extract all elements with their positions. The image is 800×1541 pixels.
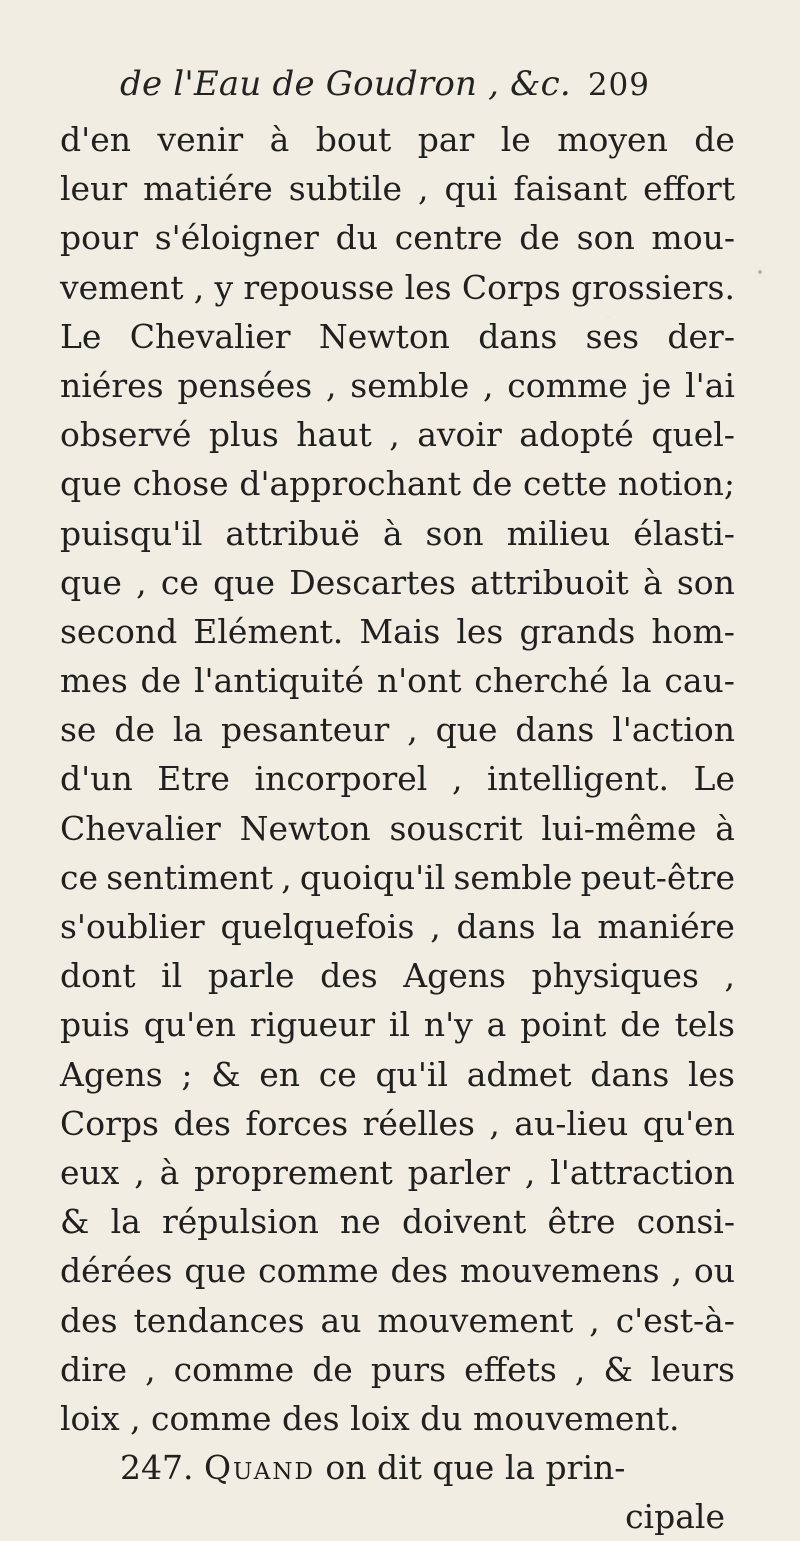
word: ce — [318, 1054, 357, 1094]
word: les — [404, 267, 452, 307]
word: niéres — [60, 365, 164, 405]
text-line — [60, 705, 735, 754]
word: milieu — [506, 513, 611, 553]
word: il — [388, 1005, 411, 1045]
word: souscrit — [389, 808, 523, 848]
word: puisqu'il — [60, 513, 203, 553]
text-line — [60, 1296, 735, 1345]
word: Corps — [60, 1103, 159, 1143]
word: attribuoit — [470, 562, 629, 602]
word: plus — [208, 415, 279, 455]
word: Chevalier — [60, 808, 221, 848]
text-line — [60, 607, 735, 656]
word: dire — [60, 1349, 127, 1389]
word: , — [389, 415, 400, 455]
word: élasti- — [633, 513, 735, 553]
running-head — [120, 64, 650, 114]
word: cherché — [474, 661, 609, 701]
word: , — [407, 710, 418, 750]
word: hom- — [651, 611, 735, 651]
word: comme — [507, 365, 628, 405]
word: incorporel — [254, 759, 428, 799]
word: effort — [643, 169, 735, 209]
word: proprement — [194, 1152, 393, 1192]
word: que — [184, 1251, 247, 1291]
word: n'y — [423, 1005, 473, 1045]
word: Corps — [461, 267, 561, 307]
text-line — [60, 558, 735, 607]
text-line — [60, 410, 735, 459]
word: son — [425, 513, 484, 553]
word: à — [642, 562, 663, 602]
word: physiques — [531, 956, 699, 996]
body-text — [60, 115, 735, 1541]
word: réelles — [362, 1103, 475, 1143]
text-line — [60, 312, 735, 361]
text-line — [60, 263, 735, 312]
word: au — [320, 1300, 362, 1340]
text-line — [60, 1197, 735, 1246]
word: n'ont — [376, 661, 462, 701]
text-line — [60, 1246, 735, 1295]
word: subtile — [288, 169, 402, 209]
word: à — [159, 1152, 180, 1192]
word: , — [671, 1251, 682, 1291]
word: la — [621, 661, 652, 701]
word: mou- — [651, 218, 735, 258]
word: que — [435, 710, 498, 750]
word: chose — [132, 464, 229, 504]
word: , — [145, 1349, 156, 1389]
word: , — [193, 267, 205, 307]
word: observé — [60, 415, 192, 455]
word: parle — [207, 956, 295, 996]
text-line — [60, 459, 735, 508]
word: leur — [60, 169, 128, 209]
paragraph-start-line — [60, 1443, 735, 1492]
word: venir — [157, 120, 244, 159]
text-line — [60, 213, 735, 262]
word: être — [547, 1202, 616, 1242]
line-text: loix , comme des loix du mouvement. — [60, 1398, 680, 1438]
page-number: 209 — [587, 67, 650, 103]
text-line — [60, 1345, 735, 1394]
word: à — [269, 120, 290, 159]
word: pensées — [177, 365, 313, 405]
word: admet — [466, 1054, 572, 1094]
word: Agens — [60, 1054, 163, 1094]
word: comme — [258, 1251, 379, 1291]
text-line — [60, 164, 735, 213]
word: que — [60, 562, 122, 602]
text-line — [60, 754, 735, 803]
word: la — [172, 710, 204, 750]
word: second — [60, 611, 178, 651]
word: ne — [340, 1202, 381, 1242]
word: pesanteur — [220, 710, 390, 750]
word: intelligent. — [487, 759, 669, 799]
word: point — [520, 1005, 607, 1045]
word: il — [161, 956, 183, 996]
word: cau- — [664, 661, 735, 701]
word: qu'en — [143, 1005, 236, 1045]
word: d'en — [60, 120, 131, 159]
text-line — [60, 656, 735, 705]
word: je — [641, 365, 672, 405]
word: de — [620, 1005, 661, 1045]
word: , — [589, 1300, 600, 1340]
word: puis — [60, 1005, 130, 1045]
word: Chevalier — [129, 316, 291, 356]
word: des — [390, 1251, 449, 1291]
word: l'action — [612, 710, 735, 750]
word: de — [114, 710, 155, 750]
word: quoiqu'il — [299, 857, 446, 897]
word: lui-même — [541, 808, 697, 848]
word: dérées — [60, 1251, 173, 1291]
word: Mais — [359, 611, 441, 651]
catchword: cipale — [625, 1497, 725, 1537]
word: Etre — [157, 759, 230, 799]
word: , — [574, 1349, 586, 1389]
word: se — [60, 710, 97, 750]
word: attribuë — [225, 513, 360, 553]
word: dans — [515, 710, 595, 750]
word: Elément. — [193, 611, 344, 651]
word: leurs — [650, 1349, 735, 1389]
word: des — [60, 1300, 118, 1340]
word: forces — [245, 1103, 349, 1143]
word: la — [551, 907, 582, 946]
word: haut — [296, 415, 372, 455]
word: Descartes — [289, 562, 456, 602]
word: Agens — [403, 956, 506, 996]
word: dans — [456, 907, 536, 946]
word: à — [715, 808, 735, 848]
word: ce — [60, 857, 99, 897]
word: Newton — [318, 316, 450, 356]
word: des — [173, 1103, 231, 1143]
word: tendances — [133, 1300, 305, 1340]
word: , — [134, 1152, 145, 1192]
text-line — [60, 115, 735, 164]
word: s'éloigner — [154, 218, 319, 258]
word: quel- — [651, 415, 735, 455]
word: Newton — [239, 808, 371, 848]
word: sentiment — [106, 857, 274, 897]
word: , — [418, 169, 429, 209]
word: mes — [60, 661, 128, 701]
text-line — [60, 1099, 735, 1148]
word: de — [312, 1349, 353, 1389]
word: son — [676, 562, 735, 602]
word: bout — [315, 120, 392, 159]
word: ; — [181, 1054, 193, 1094]
word: l'ai — [685, 365, 735, 405]
text-line — [60, 509, 735, 558]
word: au-lieu — [514, 1103, 629, 1143]
word: la — [110, 1202, 141, 1242]
word: grands — [519, 611, 636, 651]
word: notion; — [617, 464, 735, 504]
text-line — [60, 1148, 735, 1197]
word: , — [483, 365, 494, 405]
word: repousse — [243, 267, 395, 307]
word: eux — [60, 1152, 120, 1192]
word: moyen — [557, 120, 668, 159]
word: doivent — [402, 1202, 527, 1242]
word: des — [320, 956, 378, 996]
word: d'approchant — [239, 464, 462, 504]
word: , — [325, 365, 337, 405]
word: & — [211, 1054, 241, 1094]
word: qu'il — [375, 1054, 448, 1094]
word: pour — [60, 218, 139, 258]
word: Le — [60, 316, 102, 356]
word: faisant — [513, 169, 628, 209]
word: centre — [394, 218, 503, 258]
word: dans — [478, 316, 558, 356]
text-line — [60, 951, 735, 1000]
word: , — [136, 562, 147, 602]
word: , — [724, 956, 735, 996]
word: , — [489, 1103, 500, 1143]
text-line — [60, 853, 735, 902]
word: qu'en — [642, 1103, 735, 1143]
word: der- — [667, 316, 735, 356]
word: les — [687, 1054, 735, 1094]
word: quelquefois — [220, 907, 415, 946]
word: effets — [464, 1349, 557, 1389]
word: que — [213, 562, 276, 602]
word: avoir — [417, 415, 502, 455]
word: à — [382, 513, 403, 553]
word: répulsion — [161, 1202, 319, 1242]
word: en — [259, 1054, 301, 1094]
word: & — [603, 1349, 633, 1389]
text-line — [60, 1000, 735, 1049]
word: de — [519, 218, 560, 258]
word: , — [451, 759, 463, 799]
word: de — [471, 464, 513, 504]
word: les — [456, 611, 504, 651]
word: dans — [590, 1054, 670, 1094]
paragraph-continuation: on dit que la prin- — [325, 1448, 626, 1488]
word: purs — [370, 1349, 447, 1389]
word: , — [524, 1152, 536, 1192]
word: c'est-à- — [615, 1300, 735, 1340]
word: tels — [674, 1005, 735, 1045]
word: cette — [523, 464, 608, 504]
word: du — [335, 218, 379, 258]
word: consi- — [636, 1202, 735, 1242]
paragraph-number: 247. — [120, 1448, 194, 1488]
word: Le — [693, 759, 735, 799]
paper-spot — [758, 270, 762, 274]
word: ou — [693, 1251, 735, 1291]
word: de — [140, 661, 182, 701]
word: son — [576, 218, 635, 258]
word: adopté — [519, 415, 634, 455]
text-line — [60, 1050, 735, 1099]
text-line — [60, 361, 735, 410]
word: mouvemens — [459, 1251, 660, 1291]
word: par — [417, 120, 475, 159]
word: que — [60, 464, 122, 504]
word: comme — [173, 1349, 295, 1389]
word: ce — [160, 562, 199, 602]
word: maniére — [597, 907, 735, 946]
text-line — [60, 902, 735, 951]
word: peut-être — [580, 857, 735, 897]
word: vement — [60, 267, 184, 307]
word: rigueur — [249, 1005, 376, 1045]
word: a — [486, 1005, 507, 1045]
word: , — [281, 857, 292, 897]
word: & — [60, 1202, 90, 1242]
running-title: de l'Eau de Goudron , &c. — [120, 64, 571, 104]
text-line — [60, 1394, 735, 1443]
word: le — [500, 120, 531, 159]
word: , — [430, 907, 441, 946]
word: dont — [60, 956, 136, 996]
word: parler — [407, 1152, 511, 1192]
word: l'attraction — [550, 1152, 735, 1192]
small-caps-word: Quand — [203, 1448, 315, 1488]
word: grossiers. — [571, 267, 735, 307]
word: de — [694, 120, 735, 159]
text-line — [60, 804, 735, 853]
word: ses — [585, 316, 640, 356]
word: mouvement — [377, 1300, 574, 1340]
word: y — [214, 267, 234, 307]
word: l'antiquité — [193, 661, 365, 701]
word: d'un — [60, 759, 133, 799]
word: s'oublier — [60, 907, 205, 946]
word: semble — [453, 857, 573, 897]
word: matiére — [143, 169, 273, 209]
catchword-line — [60, 1492, 735, 1541]
word: semble — [350, 365, 470, 405]
word: qui — [444, 169, 498, 209]
